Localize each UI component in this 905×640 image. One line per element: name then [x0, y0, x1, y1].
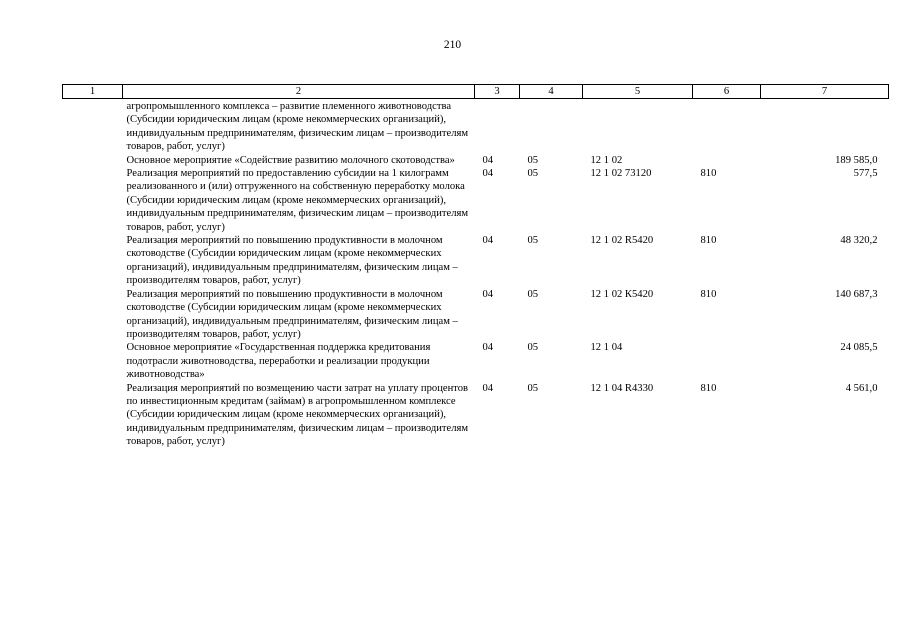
cell-subsection: 05 — [527, 342, 539, 354]
table-row — [63, 99, 889, 154]
cell-name: Реализация мероприятий по повышению продуктивности в молочном скотоводстве (Субсидии юридическим лицам (кроме некоммерческих организаций), индивидуальным предпринимателям, физическим лицам – производителям товаров, работ, услуг) — [126, 288, 458, 340]
cell-subsection: 05 — [527, 382, 539, 394]
cell-expense-type: 810 — [700, 382, 717, 394]
cell-amount: 140 687,3 — [835, 288, 878, 300]
cell-subsection — [520, 99, 583, 154]
cell-subsection: 05 — [527, 168, 539, 180]
cell-target-article — [583, 99, 693, 154]
cell-target-article: 12 1 04 R4330 — [590, 382, 654, 394]
column-header-1: 1 — [63, 85, 123, 99]
cell-empty — [63, 167, 123, 234]
cell-section: 04 — [482, 154, 494, 166]
column-header-7: 7 — [761, 85, 889, 99]
cell-expense-type: 810 — [700, 168, 717, 180]
table-row — [63, 167, 889, 234]
cell-section — [475, 99, 520, 154]
budget-table — [62, 84, 889, 449]
column-number-row — [63, 85, 889, 99]
cell-section: 04 — [482, 235, 494, 247]
column-header-4: 4 — [520, 85, 583, 99]
cell-amount: 48 320,2 — [840, 235, 878, 247]
cell-target-article: 12 1 02 R5420 — [590, 235, 654, 247]
cell-amount: 24 085,5 — [840, 342, 878, 354]
column-header-5: 5 — [583, 85, 693, 99]
cell-empty — [63, 288, 123, 342]
cell-section: 04 — [482, 288, 494, 300]
cell-expense-type — [693, 154, 761, 167]
cell-expense-type: 810 — [700, 288, 717, 300]
cell-empty — [63, 382, 123, 449]
cell-name: Реализация мероприятий по возмещению части затрат на уплату процентов по инвестиционным кредитам (займам) в агропромышленном комплексе (Субсидии юридическим лицам (кроме некоммерческих организаций), индивидуальным предпринимателям, физическим лицам – производителям товаров, работ, услуг) — [126, 382, 469, 448]
cell-amount: 577,5 — [853, 168, 878, 180]
cell-amount: 189 585,0 — [835, 154, 878, 166]
cell-expense-type — [693, 99, 761, 154]
page-number: 210 — [443, 39, 462, 51]
cell-target-article: 12 1 04 — [590, 342, 623, 354]
cell-expense-type — [693, 341, 761, 381]
cell-name: Реализация мероприятий по предоставлению субсидии на 1 килограмм реализованного и (или) отгруженного на собственную переработку молока (Субсидии юридическим лицам (кроме некоммерческих организаций), индивидуальным предпринимателям, физическим лицам – производителям товаров, работ, услуг) — [126, 168, 469, 233]
cell-empty — [63, 341, 123, 381]
cell-amount: 4 561,0 — [845, 382, 878, 394]
cell-target-article: 12 1 02 К5420 — [590, 288, 654, 300]
cell-subsection: 05 — [527, 235, 539, 247]
cell-amount — [761, 99, 889, 154]
table-body — [63, 99, 889, 449]
table-row — [63, 234, 889, 288]
cell-empty — [63, 234, 123, 288]
cell-name: Основное мероприятие «Содействие развитию молочного скотоводства» — [126, 154, 455, 166]
cell-empty — [63, 154, 123, 167]
table-row — [63, 382, 889, 449]
cell-subsection: 05 — [527, 154, 539, 166]
column-header-2: 2 — [123, 85, 475, 99]
cell-name: Реализация мероприятий по повышению продуктивности в молочном скотоводстве (Субсидии юридическим лицам (кроме некоммерческих организаций), индивидуальным предпринимателям, физическим лицам – производителям товаров, работ, услуг) — [126, 235, 458, 287]
cell-name: Основное мероприятие «Государственная поддержка кредитования подотрасли животноводства, переработки и реализации продукции животноводства» — [126, 342, 431, 381]
column-header-3: 3 — [475, 85, 520, 99]
cell-section: 04 — [482, 382, 494, 394]
cell-subsection: 05 — [527, 288, 539, 300]
cell-expense-type: 810 — [700, 235, 717, 247]
cell-section: 04 — [482, 168, 494, 180]
cell-name: агропромышленного комплекса – развитие племенного животноводства (Субсидии юридическим лицам (кроме некоммерческих организаций), индивидуальным предпринимателям, физическим лицам – производителям товаров, работ, услуг) — [126, 101, 469, 153]
cell-target-article: 12 1 02 — [590, 154, 623, 166]
table-row — [63, 154, 889, 167]
table-row — [63, 341, 889, 381]
cell-empty — [63, 99, 123, 154]
table-header — [63, 85, 889, 99]
cell-target-article: 12 1 02 73120 — [590, 168, 652, 180]
cell-section: 04 — [482, 342, 494, 354]
table-row — [63, 288, 889, 342]
column-header-6: 6 — [693, 85, 761, 99]
